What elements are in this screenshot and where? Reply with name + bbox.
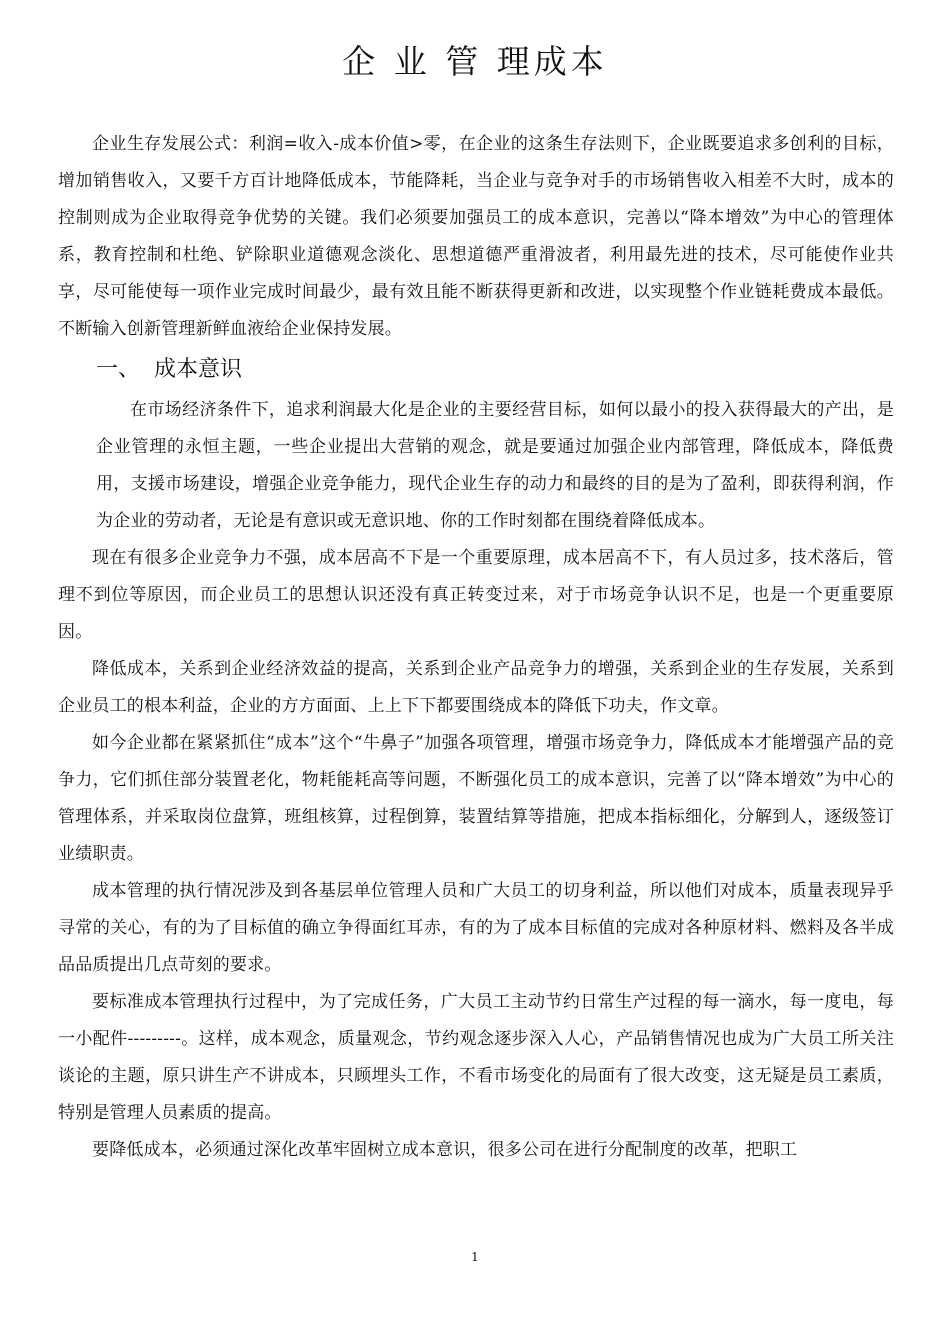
page-number: 1 — [471, 1250, 479, 1264]
body-paragraph: 如今企业都在紧紧抓住“成本”这个“牛鼻子”加强各项管理，增强市场竞争力，降低成本才能增强产品的竞争力，它们抓住部分装置老化，物耗能耗高等问题，不断强化员工的成本意识，完善了以“降本增效”为中心的管理体系，并采取岗位盘算，班组核算，过程倒算，装置结算等措施，把成本指标细化，分解到人，逐级签订业绩职责。 — [58, 733, 894, 864]
body-paragraph: 要标准成本管理执行过程中，为了完成任务，广大员工主动节约日常生产过程的每一滴水，每一度电，每一小配件---------。这样，成本观念，质量观念，节约观念逐步深入人心，产品销售情况也成为广大员工所关注谈论的主题，原只讲生产不讲成本，只顾埋头工作，不看市场变化的局面有了很大改变，这无疑是员工素质，特别是管理人员素质的提高。 — [58, 992, 894, 1123]
section-number: 一、 — [96, 357, 141, 382]
intro-paragraph: 企业生存发展公式：利润=收入-成本价值>零，在企业的这条生存法则下，企业既要追求多创利的目标，增加销售收入，又要千方百计地降低成本，节能降耗，当企业与竞争对手的市场销售收入相差不大时，成本的控制则成为企业取得竞争优势的关键。我们必须要加强员工的成本意识，完善以“降本增效”为中心的管理体系，教育控制和杜绝、铲除职业道德观念淡化、思想道德严重滑波者，利用最先进的技术，尽可能使作业共享，尽可能使每一项作业完成时间最少，最有效且能不断获得更新和改进，以实现整个作业链耗费成本最低。不断输入创新管理新鲜血液给企业保持发展。 — [58, 134, 894, 339]
document-body — [58, 126, 894, 1169]
page-title: 企 业 管 理成本 — [342, 42, 608, 81]
section-title: 成本意识 — [154, 357, 243, 382]
section-heading — [58, 348, 894, 392]
body-paragraph: 现在有很多企业竞争力不强，成本居高不下是一个重要原理，成本居高不下，有人员过多，技术落后，管理不到位等原因，而企业员工的思想认识还没有真正转变过来，对于市场竞争认识不足，也是一个更重要原因。 — [58, 548, 894, 642]
body-paragraph: 要降低成本，必须通过深化改革牢固树立成本意识，很多公司在进行分配制度的改革，把职工 — [92, 1140, 798, 1160]
body-paragraph: 成本管理的执行情况涉及到各基层单位管理人员和广大员工的切身利益，所以他们对成本，质量表现异乎寻常的关心，有的为了目标值的确立争得面红耳赤，有的为了成本目标值的完成对各种原材料、燃料及各半成品品质提出几点苛刻的要求。 — [58, 881, 894, 975]
body-paragraph: 在市场经济条件下，追求利润最大化是企业的主要经营目标，如何以最小的投入获得最大的产出，是企业管理的永恒主题，一些企业提出大营销的观念，就是要通过加强企业内部管理，降低成本，降低费用，支援市场建设，增强企业竞争能力，现代企业生存的动力和最终的目的是为了盈利，即获得利润，作为企业的劳动者，无论是有意识或无意识地、你的工作时刻都在围绕着降低成本。 — [96, 400, 894, 531]
body-paragraph: 降低成本，关系到企业经济效益的提高，关系到企业产品竞争力的增强，关系到企业的生存发展，关系到企业员工的根本利益，企业的方方面面、上上下下都要围绕成本的降低下功夫，作文章。 — [58, 659, 894, 716]
